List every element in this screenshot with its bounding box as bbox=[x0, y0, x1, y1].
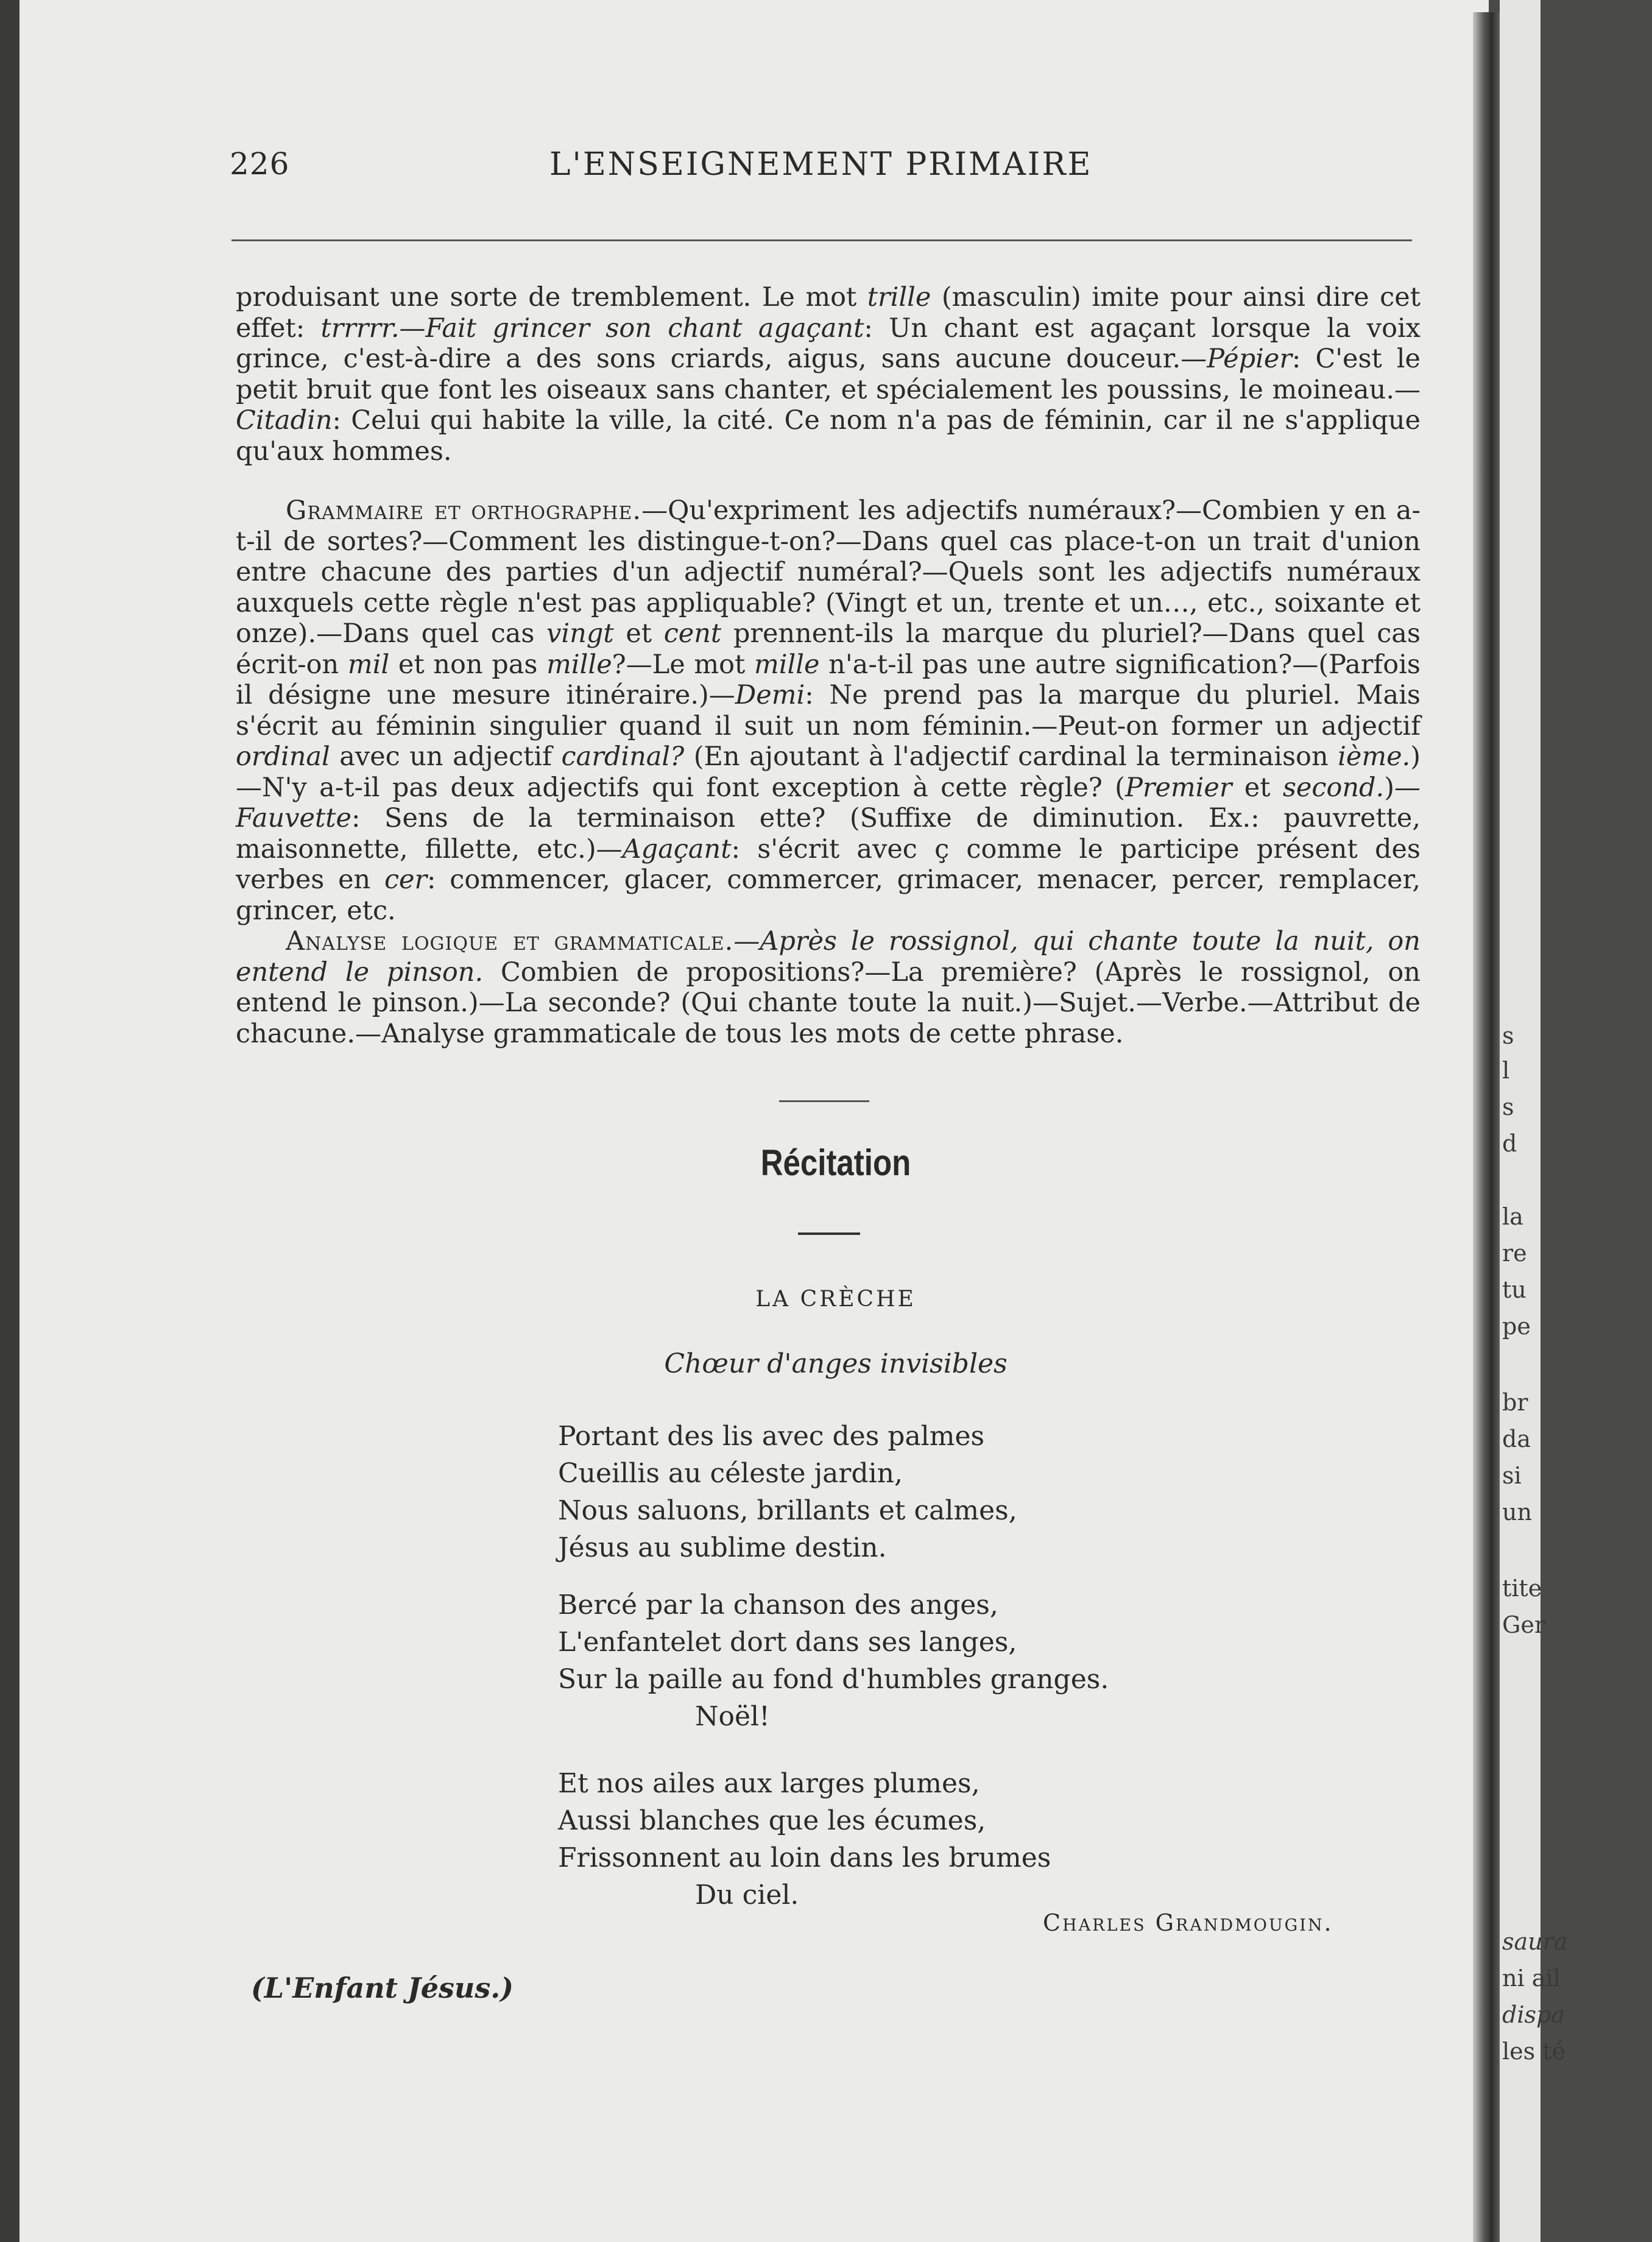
adjacent-page-fragment: br bbox=[1502, 1389, 1528, 1416]
header-rule bbox=[231, 239, 1412, 241]
adjacent-page-fragment: saura bbox=[1502, 1928, 1568, 1955]
adjacent-page-fragment: da bbox=[1502, 1426, 1531, 1452]
scan-left-edge bbox=[0, 0, 19, 2242]
grammar-heading: Grammaire et orthographe. bbox=[286, 495, 642, 526]
poem-line: Cueillis au céleste jardin, bbox=[558, 1458, 903, 1489]
poem-line: Jésus au sublime destin. bbox=[558, 1532, 887, 1563]
page-number: 226 bbox=[230, 146, 290, 182]
adjacent-page-fragment: Ger bbox=[1502, 1611, 1546, 1638]
analysis-heading: Analyse logique et grammaticale. bbox=[286, 926, 734, 957]
poem-refrain: Noël! bbox=[695, 1701, 770, 1732]
running-title: L'ENSEIGNEMENT PRIMAIRE bbox=[549, 146, 1093, 183]
adjacent-page-fragment: si bbox=[1502, 1462, 1522, 1489]
analysis-exercise: Analyse logique et grammaticale.—Après le rossignol, qui chante toute la nuit, on entend le pinson. Combien de propositions?—La première? (Après le rossignol, on entend le pinson.)—La seconde? (Qui chante toute la nuit.)—Sujet.—Verbe.—Attribut de chacune.—Analyse grammaticale de tous les mots de cette phrase. bbox=[236, 926, 1421, 1049]
adjacent-page-fragment: s bbox=[1502, 1022, 1514, 1049]
adjacent-page-fragment: s bbox=[1502, 1094, 1514, 1120]
adjacent-page-fragment: les té bbox=[1502, 2038, 1566, 2065]
poem-stanza-3 bbox=[558, 1765, 1051, 1914]
adjacent-page-fragment: pe bbox=[1502, 1313, 1531, 1340]
poem-stanza-2 bbox=[558, 1586, 1109, 1735]
poem-line: Sur la paille au fond d'humbles granges. bbox=[558, 1664, 1109, 1695]
adjacent-page-edge bbox=[1500, 0, 1568, 2242]
running-head bbox=[19, 146, 1489, 189]
adjacent-page-fragment: re bbox=[1502, 1240, 1527, 1267]
poem-line: Portant des lis avec des palmes bbox=[558, 1421, 985, 1452]
poem-author: Charles Grandmougin. bbox=[1043, 1909, 1333, 1936]
poem-line: Bercé par la chanson des anges, bbox=[558, 1590, 998, 1621]
adjacent-page-fragment: tu bbox=[1502, 1276, 1527, 1303]
adjacent-page-fragment: la bbox=[1502, 1203, 1523, 1230]
poem-line: Aussi blanches que les écumes, bbox=[558, 1805, 986, 1836]
section-title: Récitation bbox=[760, 1142, 911, 1183]
title-rule bbox=[798, 1232, 860, 1235]
poem-line: L'enfantelet dort dans ses langes, bbox=[558, 1627, 1017, 1658]
vocabulary-paragraph: produisant une sorte de tremblement. Le mot trille (masculin) imite pour ainsi dire cet effet: trrrrr.—Fait grincer son chant agaçant: Un chant est agaçant lorsque la voix grince, c'est-à-dire a des sons criards, aigus, sans aucune douceur.—Pépier: C'est le petit bruit que font les oiseaux sans chanter, et spécialement les poussins, le moineau.—Citadin: Celui qui habite la ville, la cité. Ce nom n'a pas de féminin, car il ne s'applique qu'aux hommes. bbox=[236, 282, 1421, 467]
poem-line: Et nos ailes aux larges plumes, bbox=[558, 1768, 980, 1799]
adjacent-page-fragment: tite bbox=[1502, 1575, 1542, 1602]
adjacent-page-fragment: d bbox=[1502, 1130, 1517, 1157]
poem-source: (L'Enfant Jésus.) bbox=[251, 1971, 514, 2004]
adjacent-page-fragment: l bbox=[1502, 1057, 1510, 1084]
poem-subtitle: Chœur d'anges invisibles bbox=[664, 1348, 1008, 1379]
adjacent-page-fragment: ni ail bbox=[1502, 1965, 1561, 1992]
book-page bbox=[19, 0, 1489, 2242]
poem-line: Frissonnent au loin dans les brumes bbox=[558, 1842, 1051, 1873]
adjacent-page-fragment: un bbox=[1502, 1499, 1532, 1526]
adjacent-page-fragment: dispa bbox=[1502, 2001, 1565, 2028]
poem-title: LA CRÈCHE bbox=[755, 1287, 916, 1312]
book-gutter bbox=[1473, 12, 1500, 2242]
poem-line: Nous saluons, brillants et calmes, bbox=[558, 1495, 1017, 1526]
poem-stanza-1 bbox=[558, 1418, 1017, 1566]
grammar-exercise: Grammaire et orthographe.—Qu'expriment les adjectifs numéraux?—Combien y en a-t-il de sortes?—Comment les distingue-t-on?—Dans quel cas place-t-on un trait d'union entre chacune des parties d'un adjectif numéral?—Quels sont les adjectifs numéraux auxquels cette règle n'est pas appliquable? (Vingt et un, trente et un…, etc., soixante et onze).—Dans quel cas vingt et cent prennent-ils la marque du pluriel?—Dans quel cas écrit-on mil et non pas mille?—Le mot mille n'a-t-il pas une autre signification?—(Parfois il désigne une mesure itinéraire.)—Demi: Ne prend pas la marque du pluriel. Mais s'écrit au féminin singulier quand il suit un nom féminin.—Peut-on former un adjectif ordinal avec un adjectif cardinal? (En ajoutant à l'adjectif cardinal la terminaison ième.)—N'y a-t-il pas deux adjectifs qui font exception à cette règle? (Premier et second.)—Fauvette: Sens de la terminaison ette? (Suffixe de diminution. Ex.: pauvrette, maisonnette, fillette, etc.)—Agaçant: s'écrit avec ç comme le participe présent des verbes en cer: commencer, glacer, commercer, grimacer, menacer, percer, remplacer, grincer, etc. Analyse logique et grammaticale.—Après le rossignol, qui chante toute la nuit, on entend le pinson. Combien de propositions?—La première? (Après le rossignol, on entend le pinson.)—La seconde? (Qui chante toute la nuit.)—Sujet.—Verbe.—Attribut de chacune.—Analyse grammaticale de tous les mots de cette phrase. bbox=[236, 495, 1421, 1049]
poem-line-final: Du ciel. bbox=[695, 1880, 799, 1911]
section-separator bbox=[779, 1100, 869, 1102]
